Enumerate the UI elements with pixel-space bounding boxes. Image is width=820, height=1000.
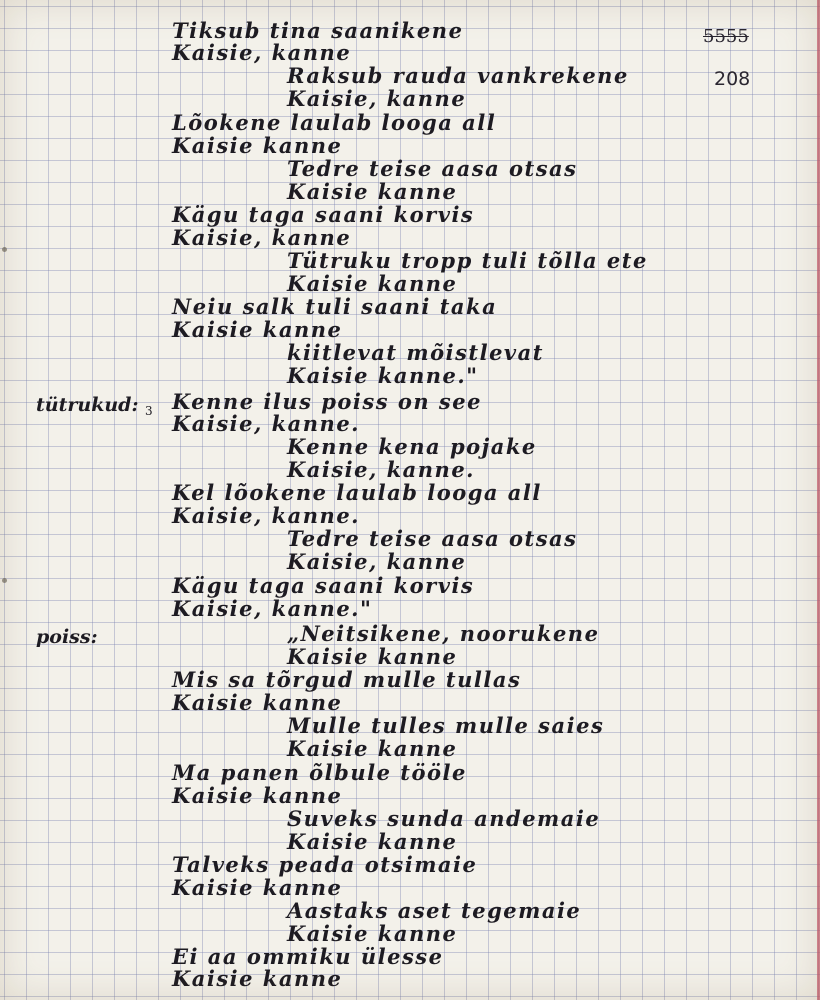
verse-line: Tedre teise aasa otsas xyxy=(287,156,578,181)
verse-line: Kaisie, kanne. xyxy=(287,457,475,482)
verse-line: Talveks peada otsimaie xyxy=(172,852,478,877)
verse-line: Kaisie, kanne. xyxy=(172,503,360,528)
verse-line: „Neitsikene, noorukene xyxy=(287,621,600,646)
verse-line: Kaisie kanne xyxy=(172,783,343,808)
verse-line: Kaisie kanne xyxy=(287,829,458,854)
verse-line: Kaisie, kanne xyxy=(172,225,352,250)
verse-line: Kaisie, kanne xyxy=(172,40,352,65)
page-number: 208 xyxy=(714,68,751,90)
verse-line: Kaisie, kanne xyxy=(287,549,467,574)
verse-line: Kel lõokene laulab looga all xyxy=(172,480,542,505)
verse-line: Ma panen õlbule tööle xyxy=(172,760,467,785)
verse-line: Kaisie kanne xyxy=(287,179,458,204)
verse-line: Kaisie, kanne. xyxy=(172,411,360,436)
speaker-label-boy: poiss: xyxy=(36,626,98,648)
verse-line: Kaisie kanne xyxy=(172,133,343,158)
verse-line: Tütruku tropp tuli tõlla ete xyxy=(287,248,648,273)
verse-line: Kaisie kanne xyxy=(287,271,458,296)
verse-line: Kaisie kanne xyxy=(172,966,343,991)
verse-line: Kenne kena pojake xyxy=(287,434,537,459)
verse-line: Kaisie kanne xyxy=(287,736,458,761)
verse-line: Mulle tulles mulle saies xyxy=(287,713,605,738)
verse-line: Lõokene laulab looga all xyxy=(172,110,497,135)
verse-line: Kaisie kanne xyxy=(172,690,343,715)
verse-line: Kaisie kanne xyxy=(172,317,343,342)
verse-line: Kaisie, kanne xyxy=(287,86,467,111)
verse-line: Kägu taga saani korvis xyxy=(172,573,475,598)
binding-hole xyxy=(2,247,7,252)
verse-line: Kaisie kanne xyxy=(287,921,458,946)
verse-line: Tedre teise aasa otsas xyxy=(287,526,578,551)
verse-line: Kägu taga saani korvis xyxy=(172,202,475,227)
verse-line: Mis sa tõrgud mulle tullas xyxy=(172,667,522,692)
speaker-label-girls: tütrukud: xyxy=(36,394,139,416)
verse-line: Raksub rauda vankrekene xyxy=(287,63,629,88)
verse-line: Kenne ilus poiss on see xyxy=(172,389,482,414)
verse-line: Kaisie kanne xyxy=(172,875,343,900)
verse-line: Kaisie kanne." xyxy=(287,363,479,388)
verse-line: Neiu salk tuli saani taka xyxy=(172,294,498,319)
verse-line: kiitlevat mõistlevat xyxy=(287,340,544,365)
margin-mark: 3 xyxy=(145,404,153,418)
verse-line: Kaisie kanne xyxy=(287,644,458,669)
binding-hole xyxy=(2,578,7,583)
verse-line: Aastaks aset tegemaie xyxy=(287,898,582,923)
verse-line: Kaisie, kanne." xyxy=(172,596,373,621)
verse-line: Ei aa ommiku ülesse xyxy=(172,944,444,969)
struck-page-number: 5555 xyxy=(703,26,749,47)
verse-line: Tiksub tina saanikene xyxy=(172,18,464,43)
verse-line: Suveks sunda andemaie xyxy=(287,806,601,831)
